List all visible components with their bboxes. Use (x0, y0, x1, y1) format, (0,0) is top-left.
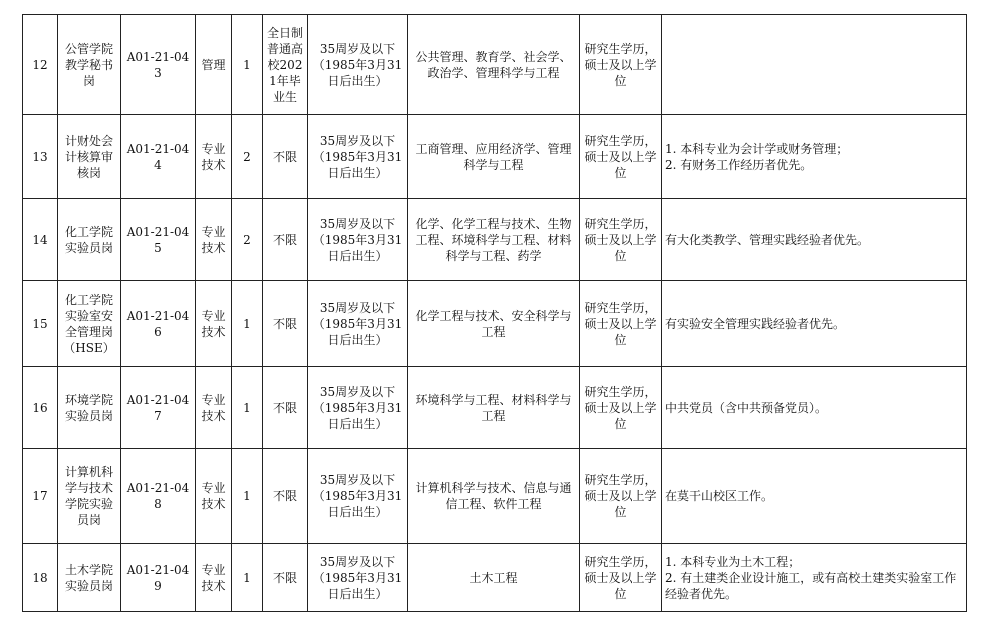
other-requirements (662, 367, 967, 449)
education-form: 不限 (263, 449, 308, 544)
table-row (23, 281, 967, 367)
headcount: 1 (232, 15, 263, 115)
headcount: 1 (232, 367, 263, 449)
post-name: 化工学院实验室安全管理岗（HSE） (58, 281, 121, 367)
post-name: 化工学院实验员岗 (58, 199, 121, 281)
degree-requirement: 研究生学历，硕士及以上学位 (580, 449, 662, 544)
post-code: A01-21-048 (121, 449, 196, 544)
requirement-line: 1. 本科专业为会计学或财务管理； (665, 141, 849, 156)
table-row (23, 15, 967, 115)
age-requirement: 35周岁及以下（1985年3月31日后出生） (308, 115, 408, 199)
table-row (23, 115, 967, 199)
row-number: 12 (23, 15, 58, 115)
post-code: A01-21-043 (121, 15, 196, 115)
table-row (23, 544, 967, 612)
row-number: 18 (23, 544, 58, 612)
post-category: 专业技术 (196, 115, 232, 199)
major-requirement: 环境科学与工程、材料科学与工程 (408, 367, 580, 449)
post-category: 专业技术 (196, 449, 232, 544)
post-category: 专业技术 (196, 281, 232, 367)
post-name: 公管学院教学秘书岗 (58, 15, 121, 115)
major-requirement: 土木工程 (408, 544, 580, 612)
headcount: 1 (232, 449, 263, 544)
post-code: A01-21-045 (121, 199, 196, 281)
post-name: 计算机科学与技术学院实验员岗 (58, 449, 121, 544)
post-category: 专业技术 (196, 544, 232, 612)
degree-requirement: 研究生学历，硕士及以上学位 (580, 199, 662, 281)
headcount: 1 (232, 281, 263, 367)
major-requirement: 计算机科学与技术、信息与通信工程、软件工程 (408, 449, 580, 544)
requirement-line: 2. 有财务工作经历者优先。 (665, 157, 813, 172)
age-requirement: 35周岁及以下（1985年3月31日后出生） (308, 367, 408, 449)
post-code: A01-21-046 (121, 281, 196, 367)
education-form: 不限 (263, 367, 308, 449)
post-category: 管理 (196, 15, 232, 115)
degree-requirement: 研究生学历，硕士及以上学位 (580, 15, 662, 115)
education-form: 不限 (263, 544, 308, 612)
other-requirements (662, 449, 967, 544)
age-requirement: 35周岁及以下（1985年3月31日后出生） (308, 199, 408, 281)
row-number: 13 (23, 115, 58, 199)
headcount: 2 (232, 199, 263, 281)
post-name: 环境学院实验员岗 (58, 367, 121, 449)
post-category: 专业技术 (196, 367, 232, 449)
other-requirements (662, 281, 967, 367)
major-requirement: 工商管理、应用经济学、管理科学与工程 (408, 115, 580, 199)
post-code: A01-21-044 (121, 115, 196, 199)
row-number: 16 (23, 367, 58, 449)
education-form: 全日制普通高校2021年毕业生 (263, 15, 308, 115)
recruitment-table (22, 14, 967, 612)
degree-requirement: 研究生学历，硕士及以上学位 (580, 544, 662, 612)
age-requirement: 35周岁及以下（1985年3月31日后出生） (308, 15, 408, 115)
headcount: 2 (232, 115, 263, 199)
degree-requirement: 研究生学历，硕士及以上学位 (580, 367, 662, 449)
other-requirements (662, 199, 967, 281)
requirement-line: 有实验安全管理实践经验者优先。 (665, 316, 846, 331)
other-requirements (662, 544, 967, 612)
post-category: 专业技术 (196, 199, 232, 281)
requirement-line: 2. 有土建类企业设计施工，或有高校土建类实验室工作经验者优先。 (665, 570, 957, 601)
requirement-line: 中共党员（含中共预备党员）。 (665, 400, 828, 415)
other-requirements (662, 15, 967, 115)
requirement-line: 在莫干山校区工作。 (665, 489, 774, 503)
education-form: 不限 (263, 199, 308, 281)
education-form: 不限 (263, 281, 308, 367)
table-row (23, 199, 967, 281)
headcount: 1 (232, 544, 263, 612)
age-requirement: 35周岁及以下（1985年3月31日后出生） (308, 544, 408, 612)
age-requirement: 35周岁及以下（1985年3月31日后出生） (308, 281, 408, 367)
major-requirement: 化学工程与技术、安全科学与工程 (408, 281, 580, 367)
post-name: 计财处会计核算审核岗 (58, 115, 121, 199)
degree-requirement: 研究生学历，硕士及以上学位 (580, 281, 662, 367)
post-code: A01-21-049 (121, 544, 196, 612)
table-body (23, 15, 967, 612)
age-requirement: 35周岁及以下（1985年3月31日后出生） (308, 449, 408, 544)
major-requirement: 公共管理、教育学、社会学、政治学、管理科学与工程 (408, 15, 580, 115)
requirement-line: 有大化类教学、管理实践经验者优先。 (665, 232, 870, 247)
post-name: 土木学院实验员岗 (58, 544, 121, 612)
requirement-line: 1. 本科专业为土木工程； (665, 554, 801, 569)
row-number: 17 (23, 449, 58, 544)
education-form: 不限 (263, 115, 308, 199)
table-row (23, 367, 967, 449)
post-code: A01-21-047 (121, 367, 196, 449)
degree-requirement: 研究生学历，硕士及以上学位 (580, 115, 662, 199)
row-number: 14 (23, 199, 58, 281)
major-requirement: 化学、化学工程与技术、生物工程、环境科学与工程、材料科学与工程、药学 (408, 199, 580, 281)
row-number: 15 (23, 281, 58, 367)
table-row (23, 449, 967, 544)
other-requirements (662, 115, 967, 199)
